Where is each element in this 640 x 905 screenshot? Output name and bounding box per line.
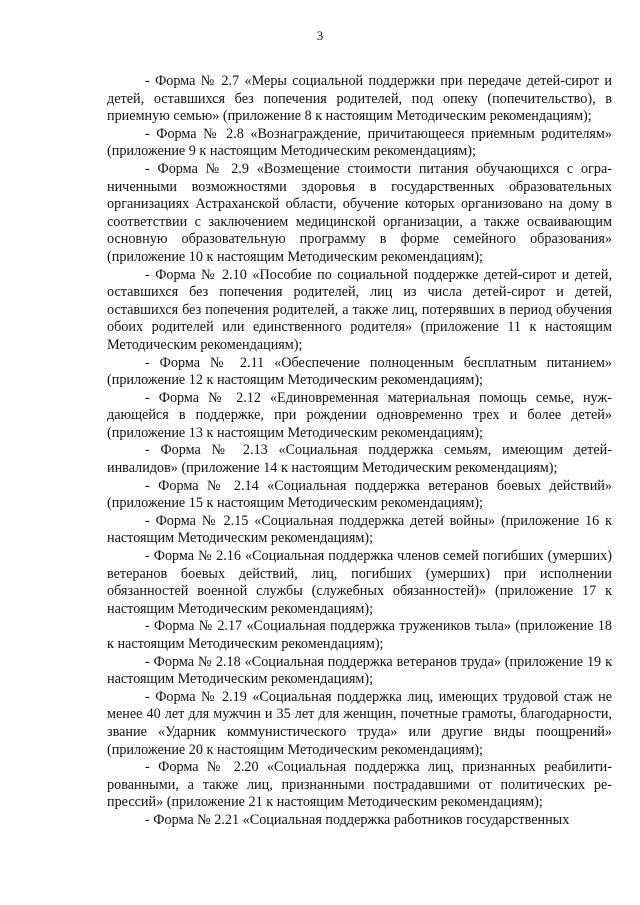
paragraph-form-2-16: - Форма № 2.16 «Социальная поддержка членов семей погибших (умерших) ветеранов боевых действий, лиц, погибших (умерших) при исполнении обязанностей военной службы (служебных обязанностей)» (приложение 17 к настоящим Методическим рекомендациям); — [107, 548, 612, 617]
page-number: 3 — [316, 28, 324, 43]
paragraph-form-2-21: - Форма № 2.21 «Социальная поддержка работников государственных — [145, 811, 570, 828]
paragraph-form-2-11: - Форма № 2.11 «Обеспечение полноценным бесплатным питанием» (приложение 12 к настоящим Методическим рекомендациям); — [107, 354, 612, 389]
paragraph-form-2-18: - Форма № 2.18 «Социальная поддержка ветеранов труда» (приложение 19 к настоящим Методическим рекомендациям); — [107, 653, 612, 688]
paragraph-form-2-14: - Форма № 2.14 «Социальная поддержка ветеранов боевых действий» (приложение 15 к настоящим Методическим рекомендациям); — [107, 477, 612, 512]
paragraph-form-2-20: - Форма № 2.20 «Социальная поддержка лиц, признанных реабилитированными, а также лиц, признанными пострадавшими от политических репрессий» (приложение 21 к настоящим Методическим рекомендациям); — [107, 759, 612, 811]
paragraph-form-2-7: - Форма № 2.7 «Меры социальной поддержки при передаче детей-сирот и детей, оставшихся без попечения родителей, под опеку (попечительство), в приемную семью» (приложение 8 к настоящим Методическим рекомендациям); — [107, 73, 612, 125]
paragraph-form-2-9: - Форма № 2.9 «Возмещение стоимости питания обучающихся с ограниченными возможностями здоровья в государственных образовательных организациях Астраханской области, обучение которых организовано на дому в соответствии с заключением медицинской организации, а также осваивающим основную образовательную программу в форме семейного образования» (приложение 10 к настоящим Методическим рекомендациям); — [107, 160, 612, 265]
paragraph-form-2-13: - Форма № 2.13 «Социальная поддержка семьям, имеющим детей-инвалидов» (приложение 14 к настоящим Методическим рекомендациям); — [107, 442, 612, 477]
paragraph-form-2-15: - Форма № 2.15 «Социальная поддержка детей войны» (приложение 16 к настоящим Методическим рекомендациям); — [107, 512, 612, 547]
paragraph-form-2-12: - Форма № 2.12 «Единовременная материальная помощь семье, нуждающейся в поддержке, при рождении одновременно трех и более детей» (приложение 13 к настоящим Методическим рекомендациям); — [107, 389, 612, 441]
document-body — [107, 73, 612, 830]
paragraph-form-2-17: - Форма № 2.17 «Социальная поддержка тружеников тыла» (приложение 18 к настоящим Методическим рекомендациям); — [107, 618, 612, 652]
paragraph-form-2-19: - Форма № 2.19 «Социальная поддержка лиц, имеющих трудовой стаж не менее 40 лет для мужчин и 35 лет для женщин, почетные грамоты, благодарности, звание «Ударник коммунистического труда» или другие виды поощрений» (приложение 20 к настоящим Методическим рекомендациям); — [107, 688, 612, 758]
paragraph-form-2-10: - Форма № 2.10 «Пособие по социальной поддержке детей-сирот и детей, оставшихся без попечения родителей, лиц из числа детей-сирот и детей, оставшихся без попечения родителей, а также лиц, потерявших в период обучения обоих родителей или единственного родителя» (приложение 11 к настоящим Методическим рекомендациям); — [107, 266, 612, 353]
paragraph-form-2-8: - Форма № 2.8 «Вознаграждение, причитающееся приемным родителям» (приложение 9 к настоящим Методическим рекомендациям); — [107, 125, 612, 160]
